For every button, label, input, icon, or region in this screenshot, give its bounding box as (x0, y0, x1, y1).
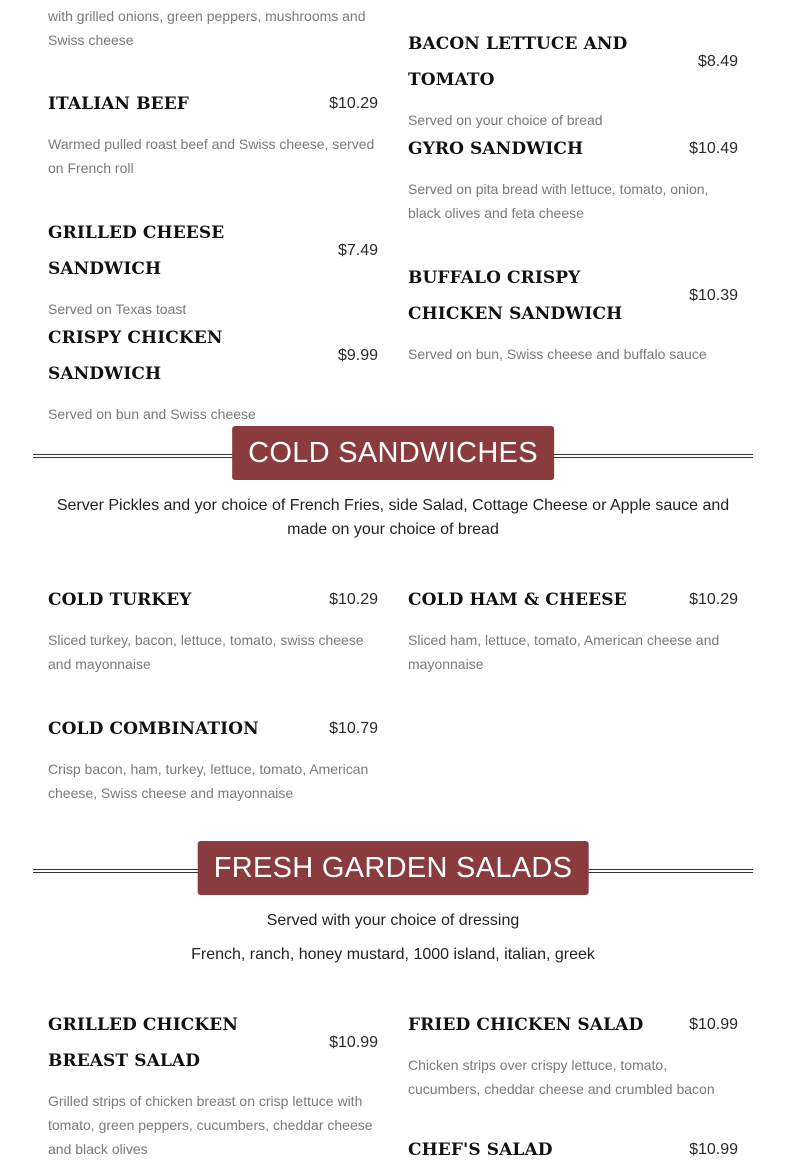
menu-item (408, 1007, 738, 1101)
section-note: Server Pickles and yor choice of French Fries, side Salad, Cottage Cheese or Apple sauce and made on your choice of bread (56, 497, 730, 538)
item-description: Crisp bacon, ham, turkey, lettuce, tomato, American cheese, Swiss cheese and mayonnaise (48, 761, 369, 801)
item-description: Grilled strips of chicken breast on crisp lettuce with tomato, green peppers, cucumbers, cheddar cheese and black olives (48, 1093, 373, 1157)
item-price: $10.29 (689, 591, 738, 608)
menu-item (408, 26, 738, 132)
item-name: GYRO SANDWICH (408, 139, 584, 159)
item-name: BACON LETTUCE AND TOMATO (408, 34, 628, 90)
item-price: $10.99 (329, 1034, 378, 1051)
menu-item (48, 215, 378, 321)
item-price: $8.49 (697, 53, 738, 70)
item-description: Warmed pulled roast beef and Swiss cheese, served on French roll (48, 136, 375, 176)
section-title: FRESH GARDEN SALADS (198, 841, 589, 895)
item-price: $10.29 (329, 591, 378, 608)
item-name: CRISPY CHICKEN SANDWICH (48, 328, 223, 384)
section-header-cold-sandwiches (33, 426, 753, 480)
item-price: $7.49 (337, 242, 378, 259)
item-name: COLD COMBINATION (48, 719, 259, 739)
menu-item (408, 1132, 738, 1168)
item-name: CHEF'S SALAD (408, 1140, 553, 1160)
item-name: COLD TURKEY (48, 590, 192, 610)
menu-item (408, 131, 738, 225)
dressing-list: French, ranch, honey mustard, 1000 island, italian, greek (191, 946, 595, 963)
item-name: GRILLED CHICKEN BREAST SALAD (48, 1015, 238, 1071)
menu-item (48, 86, 378, 180)
item-description: Served on pita bread with lettuce, tomato, onion, black olives and feta cheese (408, 181, 709, 221)
item-description: Chicken strips over crispy lettuce, tomato, cucumbers, cheddar cheese and crumbled bacon (408, 1057, 715, 1097)
item-price: $10.29 (329, 95, 378, 112)
menu-item (48, 320, 378, 426)
menu-item (408, 582, 738, 676)
item-price: $10.99 (689, 1141, 738, 1158)
item-name: GRILLED CHEESE SANDWICH (48, 223, 225, 279)
section-title: COLD SANDWICHES (232, 426, 554, 480)
menu-item (48, 582, 378, 676)
item-description-fragment: with grilled onions, green peppers, mushrooms and Swiss cheese (48, 8, 366, 48)
item-name: BUFFALO CRISPY CHICKEN SANDWICH (408, 268, 623, 324)
section-header-fresh-garden-salads (33, 841, 753, 895)
item-name: FRIED CHICKEN SALAD (408, 1015, 644, 1035)
item-price: $10.39 (689, 287, 738, 304)
item-description: Served on your choice of bread (408, 112, 603, 128)
section-note: Served with your choice of dressing (266, 912, 520, 929)
item-description: Served on bun, Swiss cheese and buffalo sauce (408, 346, 707, 362)
item-description: Served on bun and Swiss cheese (48, 406, 256, 422)
item-name: ITALIAN BEEF (48, 94, 189, 114)
item-description: Sliced turkey, bacon, lettuce, tomato, swiss cheese and mayonnaise (48, 632, 364, 672)
item-price: $10.99 (689, 1016, 738, 1033)
item-price: $9.99 (337, 347, 378, 364)
item-description: Sliced ham, lettuce, tomato, American cheese and mayonnaise (408, 632, 720, 672)
menu-item (48, 711, 378, 805)
item-name: COLD HAM & CHEESE (408, 590, 627, 610)
item-price: $10.49 (689, 140, 738, 157)
item-price: $10.79 (329, 720, 378, 737)
item-description: Served on Texas toast (48, 301, 187, 317)
menu-item (48, 1007, 378, 1161)
menu-item (408, 260, 738, 366)
